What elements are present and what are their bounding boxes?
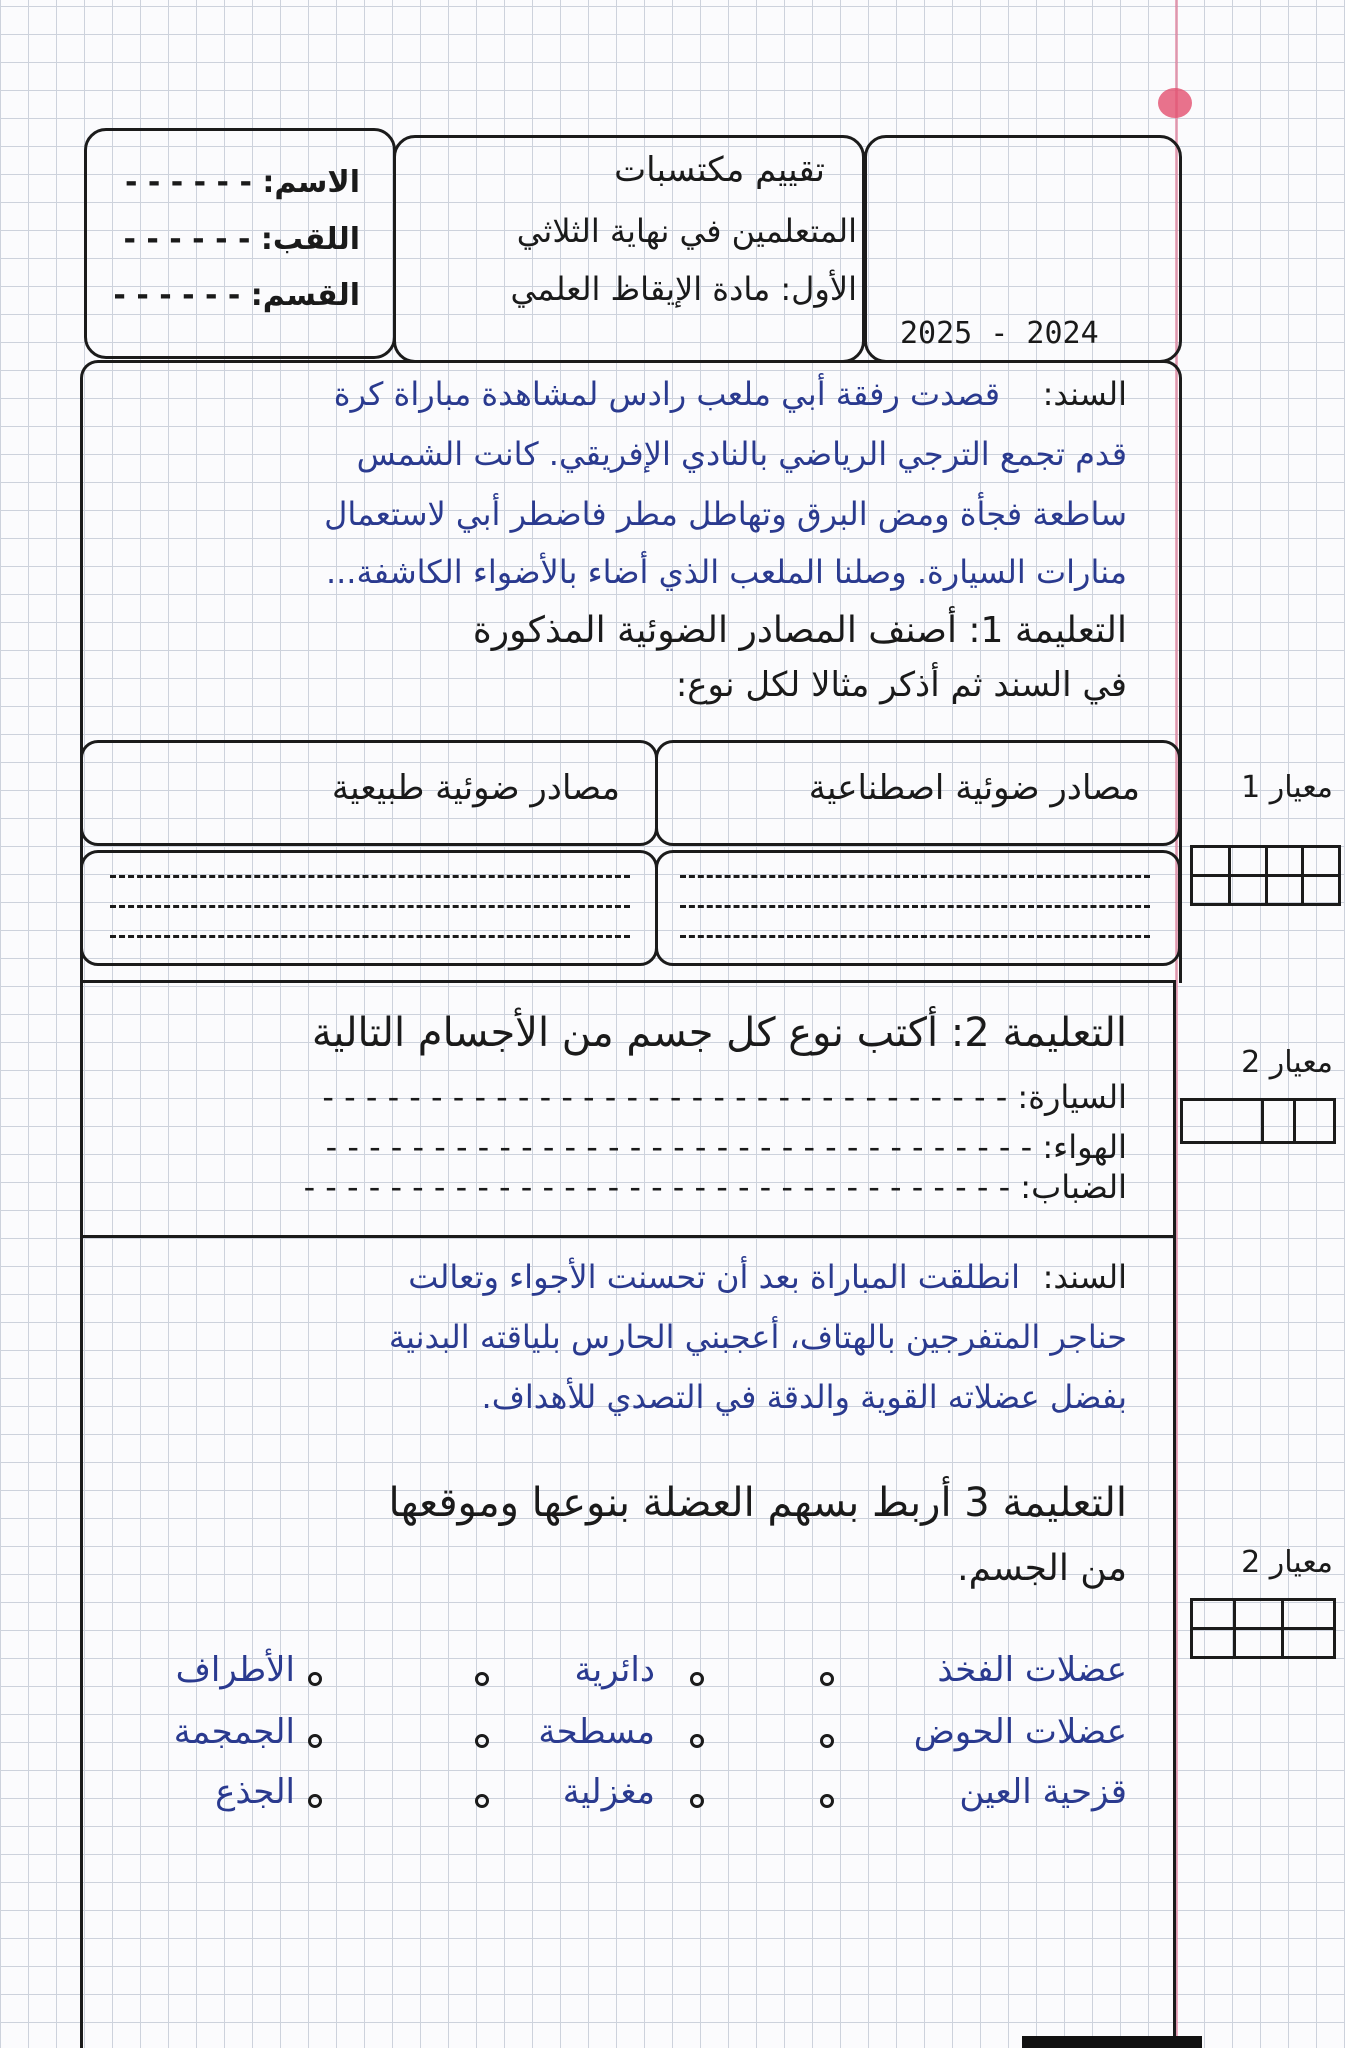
answer-line[interactable] <box>680 905 1150 908</box>
match-point[interactable] <box>308 1672 322 1686</box>
school-year: 2025 - 2024 <box>900 316 1099 351</box>
text2-label: السند: <box>1042 1258 1127 1296</box>
task2-item-1: السيارة: - - - - - - - - - - - - - - - - - - - - - - - - - - - - - - - - <box>322 1078 1127 1116</box>
match-point[interactable] <box>475 1734 489 1748</box>
task2-title: التعليمة 2: أكتب نوع كل جسم من الأجسام التالية <box>311 1010 1127 1056</box>
muscle-type: مسطحة <box>538 1712 655 1752</box>
answer-line[interactable] <box>110 905 630 908</box>
title-line-2: المتعلمين في نهاية الثلاثي <box>516 212 857 250</box>
match-point[interactable] <box>690 1734 704 1748</box>
body-location: الأطراف <box>175 1650 295 1690</box>
match-point[interactable] <box>820 1672 834 1686</box>
text1-line-2: قدم تجمع الترجي الرياضي بالنادي الإفريقي. كانت الشمس <box>356 435 1127 473</box>
artificial-sources-answers <box>655 850 1181 966</box>
ink-dot <box>1158 88 1192 118</box>
muscle-type: دائرية <box>574 1650 655 1690</box>
text2-line-3: بفضل عضلاته القوية والدقة في التصدي للأهداف. <box>481 1378 1127 1416</box>
criterion-2b-label: معيار 2 <box>1241 1545 1333 1580</box>
task2-item-2: الهواء: - - - - - - - - - - - - - - - - - - - - - - - - - - - - - - - - - <box>325 1128 1127 1166</box>
match-point[interactable] <box>820 1794 834 1808</box>
text1-line-3: ساطعة فجأة ومض البرق وتهاطل مطر فاضطر أبي لاستعمال <box>324 495 1127 533</box>
match-point[interactable] <box>308 1794 322 1808</box>
text2-line-2: حناجر المتفرجين بالهتاف، أعجبني الحارس بلياقته البدنية <box>388 1318 1127 1356</box>
scan-edge <box>1022 2036 1202 2048</box>
body-location: الجذع <box>215 1772 295 1812</box>
muscle-item: قزحية العين <box>959 1772 1127 1812</box>
text1-label: السند: <box>1042 375 1127 413</box>
answer-line[interactable] <box>110 935 630 938</box>
class-field: القسم: - - - - - - <box>113 278 360 313</box>
match-point[interactable] <box>690 1672 704 1686</box>
match-point[interactable] <box>475 1672 489 1686</box>
muscle-item: عضلات الفخذ <box>937 1650 1127 1690</box>
criterion-2a-label: معيار 2 <box>1241 1045 1333 1080</box>
left-border <box>80 980 83 2048</box>
name-field: الاسم: - - - - - - <box>124 165 360 200</box>
text1-line-1: قصدت رفقة أبي ملعب رادس لمشاهدة مباراة كرة <box>333 375 1000 413</box>
text2-line-1: انطلقت المباراة بعد أن تحسنت الأجواء وتعالت <box>408 1258 1020 1296</box>
match-point[interactable] <box>820 1734 834 1748</box>
task1-line-1: التعليمة 1: أصنف المصادر الضوئية المذكورة <box>472 610 1127 651</box>
artificial-sources-label: مصادر ضوئية اصطناعية <box>808 768 1140 808</box>
task3-line-2: من الجسم. <box>957 1548 1127 1589</box>
match-point[interactable] <box>308 1734 322 1748</box>
divider <box>80 1235 1176 1238</box>
criterion-2b-grade-box <box>1190 1598 1336 1659</box>
match-point[interactable] <box>690 1794 704 1808</box>
criterion-1-grade-box <box>1190 845 1341 906</box>
title-line-3: الأول: مادة الإيقاظ العلمي <box>510 270 857 308</box>
right-border <box>1173 980 1176 2048</box>
surname-field: اللقب: - - - - - - <box>123 222 360 257</box>
answer-line[interactable] <box>680 875 1150 878</box>
answer-line[interactable] <box>110 875 630 878</box>
natural-sources-label: مصادر ضوئية طبيعية <box>331 768 620 808</box>
muscle-type: مغزلية <box>562 1772 655 1812</box>
criterion-1-label: معيار 1 <box>1241 770 1333 805</box>
answer-line[interactable] <box>680 935 1150 938</box>
task3-line-1: التعليمة 3 أربط بسهم العضلة بنوعها وموقعها <box>388 1480 1127 1526</box>
task1-line-2: في السند ثم أذكر مثالا لكل نوع: <box>675 665 1127 705</box>
muscle-item: عضلات الحوض <box>913 1712 1127 1752</box>
text1-line-4: منارات السيارة. وصلنا الملعب الذي أضاء بالأضواء الكاشفة... <box>325 553 1127 591</box>
criterion-2a-grade-box <box>1180 1098 1336 1144</box>
match-point[interactable] <box>475 1794 489 1808</box>
task2-item-3: الضباب: - - - - - - - - - - - - - - - - - - - - - - - - - - - - - - - - - <box>303 1168 1127 1206</box>
divider <box>80 980 1176 983</box>
body-location: الجمجمة <box>173 1712 295 1752</box>
title-line-1: تقييم مكتسبات <box>614 150 825 190</box>
natural-sources-answers <box>80 850 658 966</box>
